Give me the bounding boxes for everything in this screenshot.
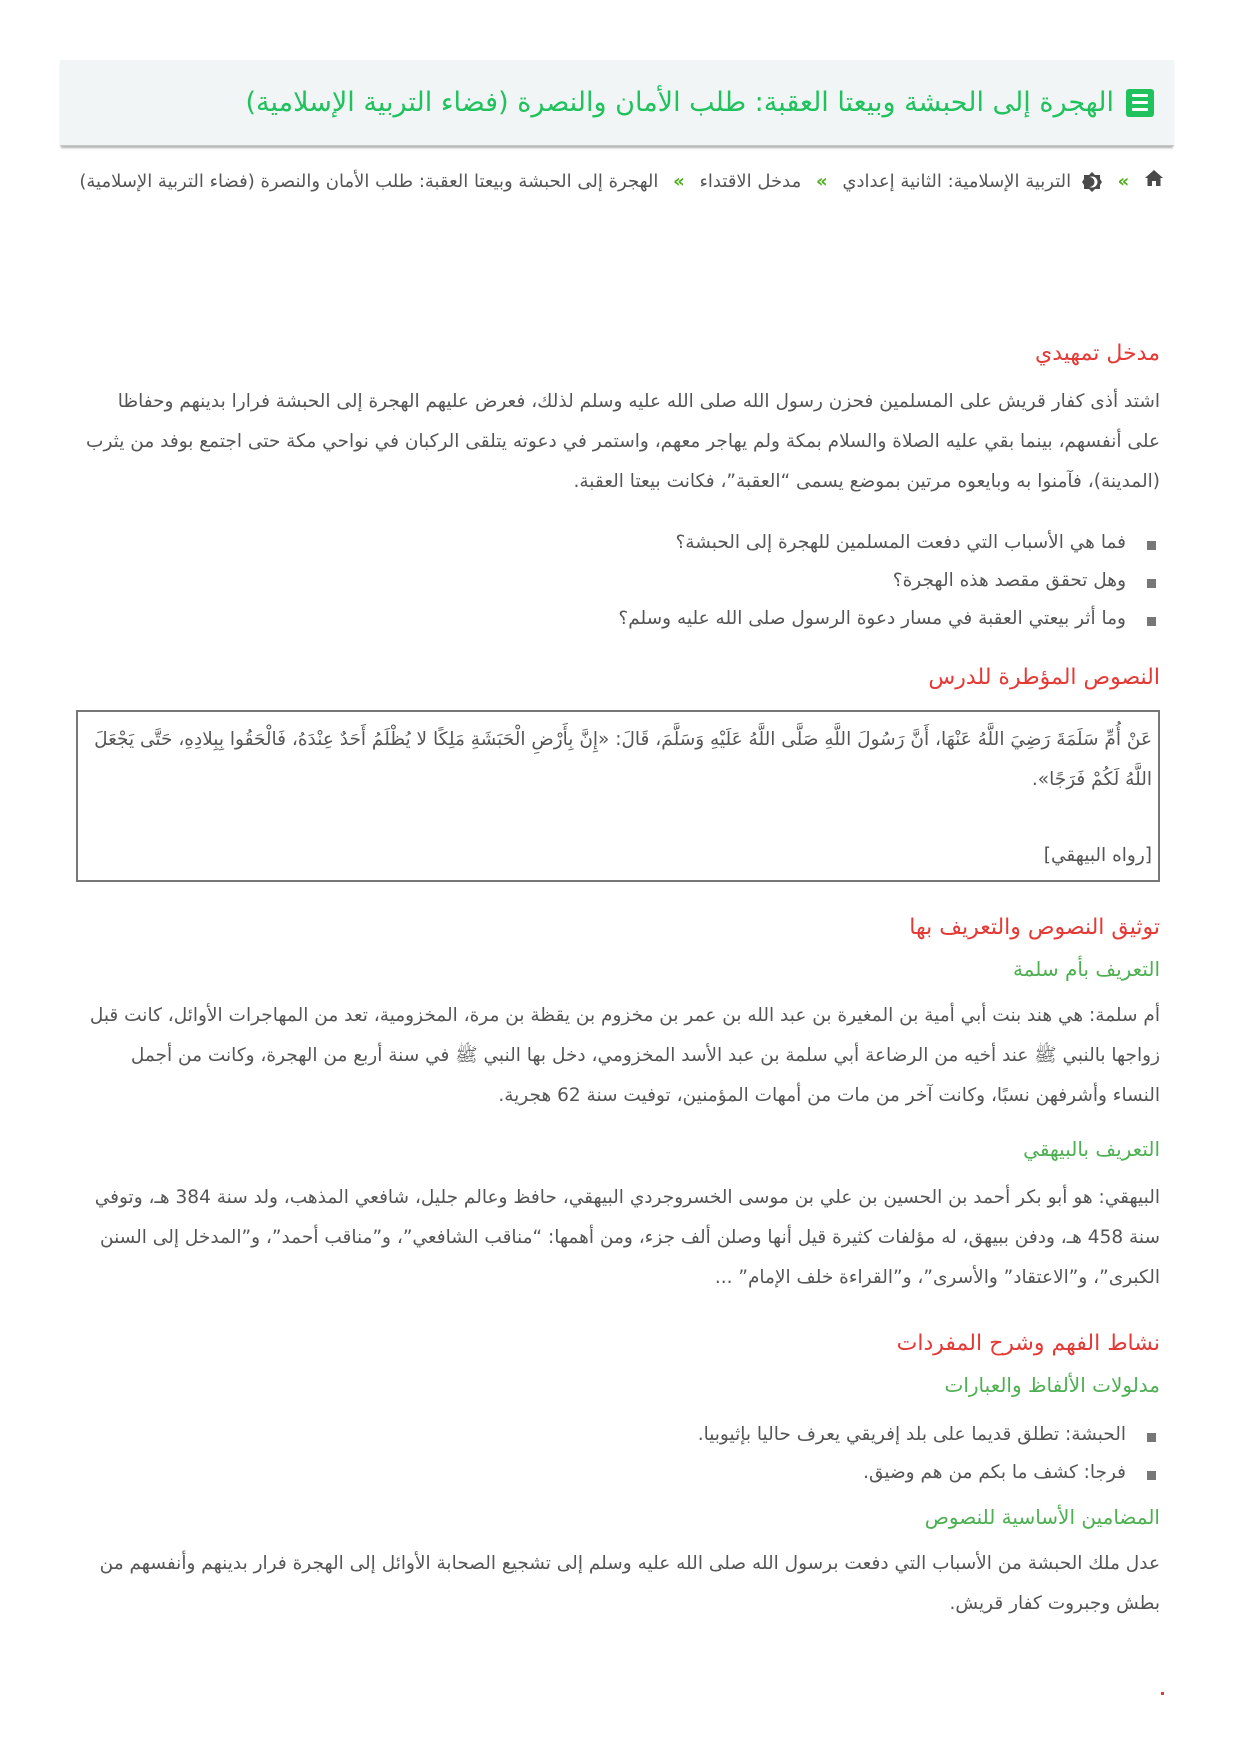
- document-icon: [1126, 89, 1154, 117]
- breadcrumb-separator: »: [1117, 171, 1130, 192]
- subheading: مدلولات الألفاظ والعبارات: [944, 1373, 1160, 1397]
- hadith-source: [رواه البيهقي]: [1043, 845, 1152, 866]
- intro-paragraph: اشتد أذى كفار قريش على المسلمين فحزن رسول الله صلى الله عليه وسلم لذلك، فعرض عليهم الهجرة إلى الحبشة فرارا بدينهم وحفاظا على أنفسهم، بينما بقي عليه الصلاة والسلام بمكة ولم يهاجر معهم، واستمر في دعوته يتلقى الركبان في نواحي مكة حتى اجتمع بوفد من يثرب (المدينة)، فآمنوا به وبايعوه مرتين بموضع يسمى “العقبة”، فكانت بيعتا العقبة.: [86, 391, 1160, 492]
- list-item: الحبشة: تطلق قديما على بلد إفريقي يعرف حاليا بإثيوبيا.: [86, 1416, 1160, 1454]
- hadith-box: [76, 710, 1160, 882]
- section-intro: [86, 334, 1160, 638]
- section-heading: مدخل تمهيدي: [1035, 341, 1160, 366]
- breadcrumb-item-subject[interactable]: [837, 171, 1103, 192]
- section-comprehension: [86, 1324, 1160, 1624]
- list-item: فما هي الأسباب التي دفعت المسلمين للهجرة إلى الحبشة؟: [86, 524, 1160, 562]
- decorative-mark: [1161, 1692, 1164, 1695]
- lesson-content: [86, 334, 1160, 1624]
- breadcrumb-item-entry[interactable]: مدخل الاقتداء: [699, 171, 802, 192]
- list-item: وهل تحقق مقصد هذه الهجرة؟: [86, 562, 1160, 600]
- page-header: [60, 60, 1174, 146]
- breadcrumb-home[interactable]: [1144, 164, 1164, 200]
- breadcrumb-separator: »: [673, 171, 685, 192]
- bayhaqi-paragraph: البيهقي: هو أبو بكر أحمد بن الحسين بن علي بن موسى الخسروجردي البيهقي، حافظ وعالم جليل، شافعي المذهب، ولد سنة 384 هـ، وتوفي سنة 458 هـ، ودفن ببيهق، له مؤلفات كثيرة قيل أنها وصلن ألف جزء، ومن أهمها: “مناقب الشافعي”، و”مناقب أحمد”، و”المدخل إلى السنن الكبرى”، و”الاعتقاد” والأسرى”، و”القراءة خلف الإمام” ...: [94, 1187, 1160, 1288]
- vocab-list: [86, 1416, 1160, 1492]
- breadcrumb-separator: »: [816, 171, 828, 192]
- section-documentation: [86, 908, 1160, 1298]
- home-icon: [1144, 169, 1164, 187]
- page-title: الهجرة إلى الحبشة وبيعتا العقبة: طلب الأمان والنصرة (فضاء التربية الإسلامية): [245, 87, 1114, 118]
- subheading: التعريف بأم سلمة: [1012, 957, 1160, 981]
- umm-salama-paragraph: أم سلمة: هي هند بنت أبي أمية بن المغيرة بن عبد الله بن عمر بن مخزوم بن يقظة بن مرة، المخزومية، تعد من المهاجرات الأوائل، كانت قبل زواجها بالنبي ﷺ عند أخيه من الرضاعة أبي سلمة بن عبد الأسد المخزومي، دخل بها النبي ﷺ في سنة أربع من الهجرة، وكانت من أجمل النساء وأشرفهن نسبًا، وكانت آخر من مات من أمهات المؤمنين، توفيت سنة 62 هجرية.: [89, 1005, 1160, 1106]
- section-heading: توثيق النصوص والتعريف بها: [909, 915, 1160, 940]
- section-heading: النصوص المؤطرة للدرس: [928, 665, 1160, 690]
- hadith-text: عَنْ أُمِّ سَلَمَةَ رَضِيَ اللَّهُ عَنْهَا، أَنَّ رَسُولَ اللَّهِ صَلَّى اللَّهُ عَلَيْهِ وَسَلَّمَ، قَالَ: «إِنَّ بِأَرْضِ الْحَبَشَةِ مَلِكًا لا يُظْلَمُ أَحَدٌ عِنْدَهُ، فَالْحَقُوا بِبِلادِهِ، حَتَّى يَجْعَلَ اللَّهُ لَكُمْ فَرَجًا».: [94, 729, 1152, 790]
- breadcrumb: [74, 164, 1164, 200]
- section-heading: نشاط الفهم وشرح المفردات: [896, 1331, 1160, 1356]
- section-texts: [86, 658, 1160, 882]
- list-item: وما أثر بيعتي العقبة في مسار دعوة الرسول صلى الله عليه وسلم؟: [86, 600, 1160, 638]
- breadcrumb-current: الهجرة إلى الحبشة وبيعتا العقبة: طلب الأمان والنصرة (فضاء التربية الإسلامية): [79, 171, 659, 192]
- breadcrumb-label: التربية الإسلامية: الثانية إعدادي: [842, 171, 1072, 192]
- themes-paragraph: عدل ملك الحبشة من الأسباب التي دفعت برسول الله صلى الله عليه وسلم إلى تشجيع الصحابة الأوائل إلى الهجرة فرار بدينهم وأنفسهم من بطش وجبروت كفار قريش.: [99, 1553, 1160, 1614]
- subheading: المضامين الأساسية للنصوص: [924, 1505, 1160, 1529]
- subject-badge-icon: [1081, 171, 1103, 193]
- list-item: فرجا: كشف ما بكم من هم وضيق.: [86, 1454, 1160, 1492]
- subheading: التعريف بالبيهقي: [1023, 1137, 1160, 1161]
- intro-questions: [86, 524, 1160, 638]
